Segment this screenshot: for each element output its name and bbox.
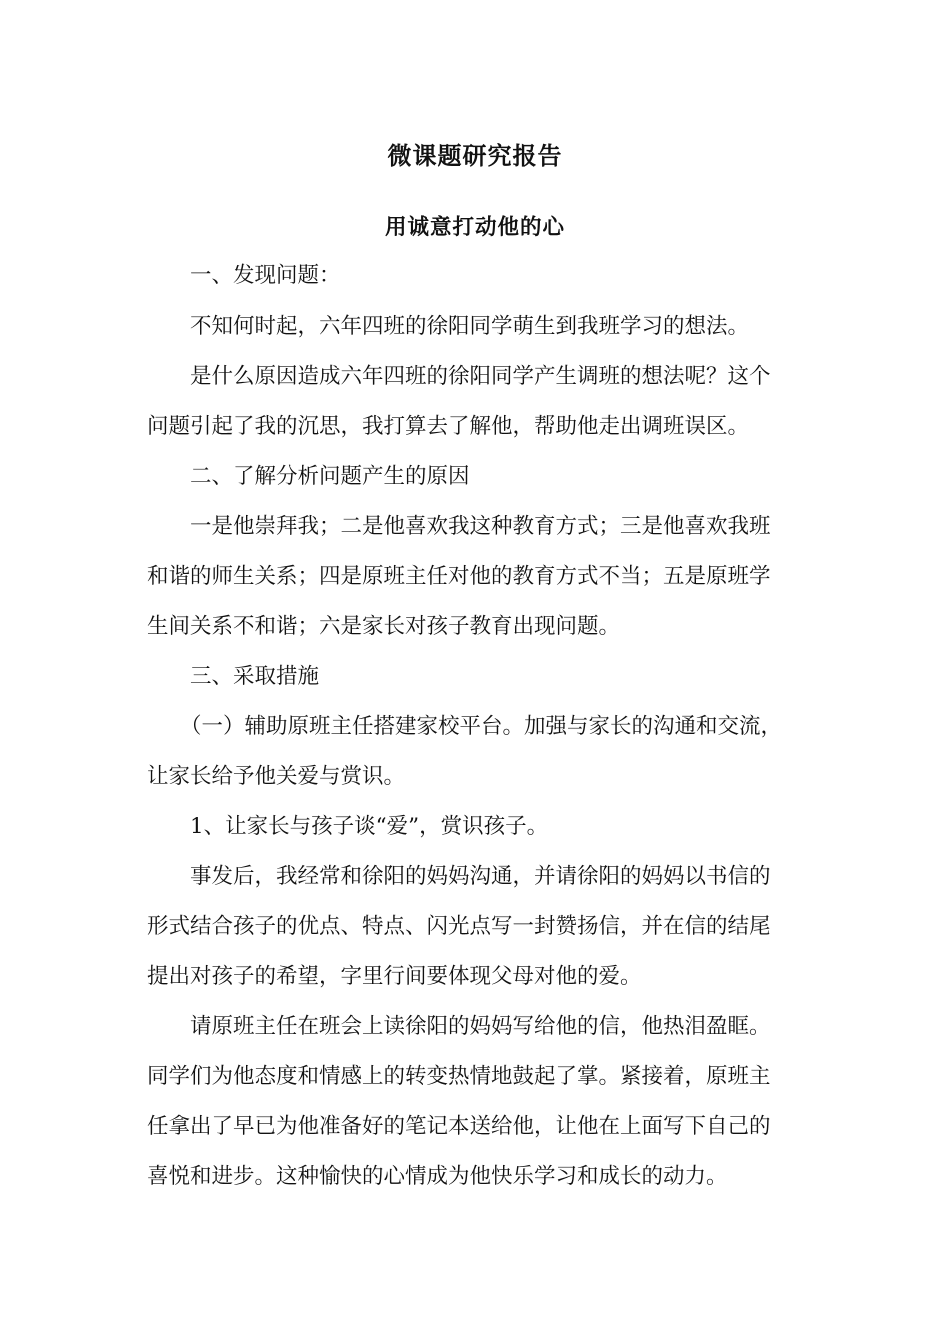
document-subtitle: 用诚意打动他的心 bbox=[384, 215, 565, 240]
paragraph-line: 让家长给予他关爱与赏识。 bbox=[147, 764, 406, 789]
section-heading-2: 二、了解分析问题产生的原因 bbox=[190, 464, 470, 489]
document-title: 微课题研究报告 bbox=[387, 141, 563, 170]
paragraph-line: 生间关系不和谐；六是家长对孩子教育出现问题。 bbox=[147, 614, 621, 639]
paragraph-line: 和谐的师生关系；四是原班主任对他的教育方式不当；五是原班学 bbox=[147, 564, 771, 589]
paragraph-line: 喜悦和进步。这种愉快的心情成为他快乐学习和成长的动力。 bbox=[147, 1164, 728, 1189]
paragraph-line: 提出对孩子的希望，字里行间要体现父母对他的爱。 bbox=[147, 964, 642, 989]
section-heading-3: 三、采取措施 bbox=[190, 664, 320, 689]
subsection-heading: 1、让家长与孩子谈“爱”，赏识孩子。 bbox=[190, 814, 549, 839]
paragraph-line: 任拿出了早已为他准备好的笔记本送给他，让他在上面写下自己的 bbox=[147, 1114, 771, 1139]
paragraph-line: 同学们为他态度和情感上的转变热情地鼓起了掌。紧接着，原班主 bbox=[147, 1064, 771, 1089]
paragraph-line: 不知何时起，六年四班的徐阳同学萌生到我班学习的想法。 bbox=[190, 314, 750, 339]
paragraph-line: 形式结合孩子的优点、特点、闪光点写一封赞扬信，并在信的结尾 bbox=[147, 914, 771, 939]
paragraph-line: 一是他崇拜我；二是他喜欢我这种教育方式；三是他喜欢我班 bbox=[190, 514, 771, 539]
paragraph-line: 请原班主任在班会上读徐阳的妈妈写给他的信，他热泪盈眶。 bbox=[190, 1014, 771, 1039]
paragraph-line: 是什么原因造成六年四班的徐阳同学产生调班的想法呢？这个 bbox=[190, 364, 771, 389]
paragraph-line: 问题引起了我的沉思，我打算去了解他，帮助他走出调班误区。 bbox=[147, 414, 750, 439]
section-heading-1: 一、发现问题： bbox=[190, 263, 341, 288]
paragraph-line: （一）辅助原班主任搭建家校平台。加强与家长的沟通和交流， bbox=[180, 714, 783, 739]
paragraph-line: 事发后，我经常和徐阳的妈妈沟通，并请徐阳的妈妈以书信的 bbox=[190, 864, 771, 889]
